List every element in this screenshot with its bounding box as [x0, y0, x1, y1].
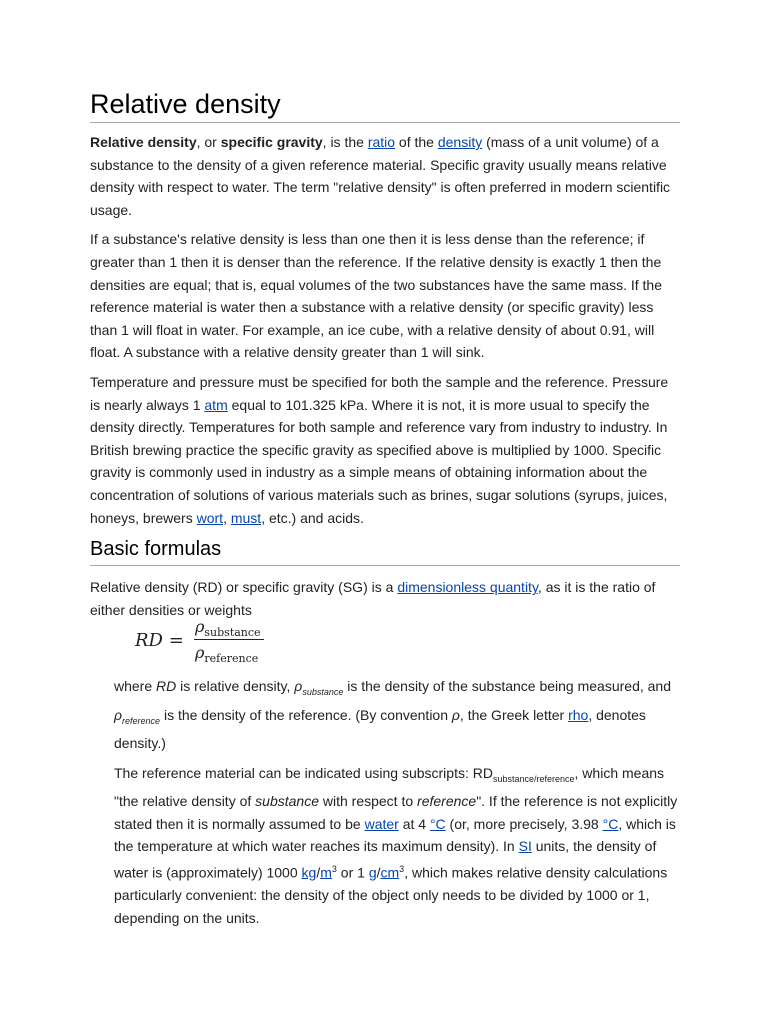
text: The reference material can be indicated using subscripts: RD: [114, 764, 493, 781]
text: or 1: [336, 864, 369, 881]
text: Temperature and pressure must be specified for both the sample and the reference. Pressure is nearly always 1: [90, 373, 669, 413]
text: is the density of the reference. (By convention: [160, 706, 452, 723]
paragraph-basic-formulas: [90, 576, 680, 621]
text: /: [316, 864, 321, 881]
text: (or, more precisely, 3.98: [445, 815, 603, 832]
text: , which makes relative density calculations particularly convenient: the density of the object only needs to be divided by 1000 or 1, depending on the units.: [114, 864, 668, 926]
text: at 4: [398, 815, 430, 832]
rd-symbol: RD: [156, 678, 177, 695]
text: of the: [395, 134, 438, 150]
text: with respect to: [318, 793, 418, 810]
link-dimensionless-quantity[interactable]: dimensionless quantity: [397, 579, 538, 596]
text: is the density of the substance being measured, and: [343, 678, 671, 695]
link-atm[interactable]: atm: [204, 396, 228, 413]
rho-symbol: ρ: [195, 617, 205, 637]
link-must[interactable]: must: [230, 509, 262, 526]
text: units, the density of water is (approximately) 1000: [114, 838, 657, 881]
text: , etc.) and acids.: [261, 509, 364, 526]
text: , denotes density.): [114, 706, 646, 752]
subscript-reference: reference: [122, 715, 161, 726]
italic-substance: substance: [255, 793, 319, 810]
link-wort[interactable]: wort: [196, 509, 224, 526]
text: where: [114, 678, 157, 695]
link-kg[interactable]: kg: [301, 864, 317, 881]
superscript: 3: [399, 863, 405, 874]
intro-paragraph: [90, 131, 680, 221]
formula-denominator: [195, 643, 258, 665]
text: ,: [223, 509, 231, 526]
article: [90, 87, 680, 936]
link-cm[interactable]: cm: [380, 864, 400, 881]
section-heading-basic-formulas: Basic formulas: [90, 536, 680, 566]
link-rho[interactable]: rho: [568, 706, 589, 723]
link-water[interactable]: water: [364, 815, 399, 832]
paragraph-where: [114, 675, 680, 754]
text: equal to 101.325 kPa. Where it is not, it is more usual to specify the density directly. Temperatures for both sample and reference vary from industry to industry. In British brewing practice the specific gravity as specified above is multiplied by 1000. Specific gravity is commonly used in industry as a simple means of obtaining information about the concentration of solutions of various materials such as brines, sugar solutions (syrups, juices, honeys, brewers: [90, 396, 668, 526]
text: , which means "the relative density of: [114, 764, 665, 810]
formula-numerator: [195, 617, 261, 639]
link-density[interactable]: density: [437, 134, 483, 150]
link-celsius[interactable]: °C: [429, 815, 446, 832]
link-celsius[interactable]: °C: [602, 815, 619, 832]
text: Relative density (RD) or specific gravity (SG) is a: [90, 579, 398, 596]
bold-term-relative-density: Relative density: [90, 134, 197, 150]
text: , the Greek letter: [459, 706, 569, 723]
subscript-substance-reference: substance/reference: [492, 773, 575, 784]
text: is relative density,: [176, 678, 295, 695]
denominator-subscript: reference: [204, 652, 259, 666]
text: , or: [196, 134, 221, 150]
bold-term-specific-gravity: specific gravity: [220, 134, 323, 150]
rho-symbol: ρ: [195, 643, 205, 663]
link-g[interactable]: g: [368, 864, 377, 881]
text: , as it is the ratio of either densities or weights: [90, 579, 656, 618]
paragraph-relative-comparison: If a substance's relative density is less than one then it is less dense than the reference; if greater than 1 then it is denser than the reference. If the relative density is exactly 1 then the densities are equal; that is, equal volumes of the two substances have the same mass. If the reference material is water then a substance with a relative density (or specific gravity) less than 1 will float in water. For example, an ice cube, with a relative density of about 0.91, will float. A substance with a relative density greater than 1 will sink.: [90, 231, 662, 361]
text: (mass of a unit volume) of a substance to the density of a given reference material. Specific gravity usually means relative density with respect to water. The term "relative density" is often preferred in modern scientific usage.: [90, 134, 671, 218]
text: /: [376, 864, 381, 881]
subscript-substance: substance: [302, 687, 344, 698]
numerator-subscript: substance: [204, 626, 261, 640]
link-m[interactable]: m: [320, 864, 332, 881]
link-si[interactable]: SI: [518, 838, 532, 855]
text: ". If the reference is not explicitly stated then it is normally assumed to be: [114, 793, 678, 832]
rho-symbol: ρ: [114, 706, 123, 723]
fraction-bar: [194, 639, 264, 640]
formula-relative-density: [135, 617, 680, 675]
superscript: 3: [331, 863, 337, 874]
paragraph-temperature-pressure: [90, 371, 680, 529]
subscript: [122, 715, 160, 725]
text: , is the: [322, 134, 368, 150]
text: , which is the temperature at which water reaches its maximum density). In: [114, 815, 676, 855]
rho-symbol: ρ: [451, 706, 460, 723]
link-ratio[interactable]: ratio: [367, 134, 396, 150]
italic-reference: reference: [417, 793, 477, 810]
formula-lhs: RD =: [135, 630, 184, 652]
paragraph-reference-material: [114, 762, 680, 930]
page-title: Relative density: [90, 87, 680, 123]
subscript: [302, 687, 343, 697]
rho-symbol: ρ: [294, 678, 303, 695]
